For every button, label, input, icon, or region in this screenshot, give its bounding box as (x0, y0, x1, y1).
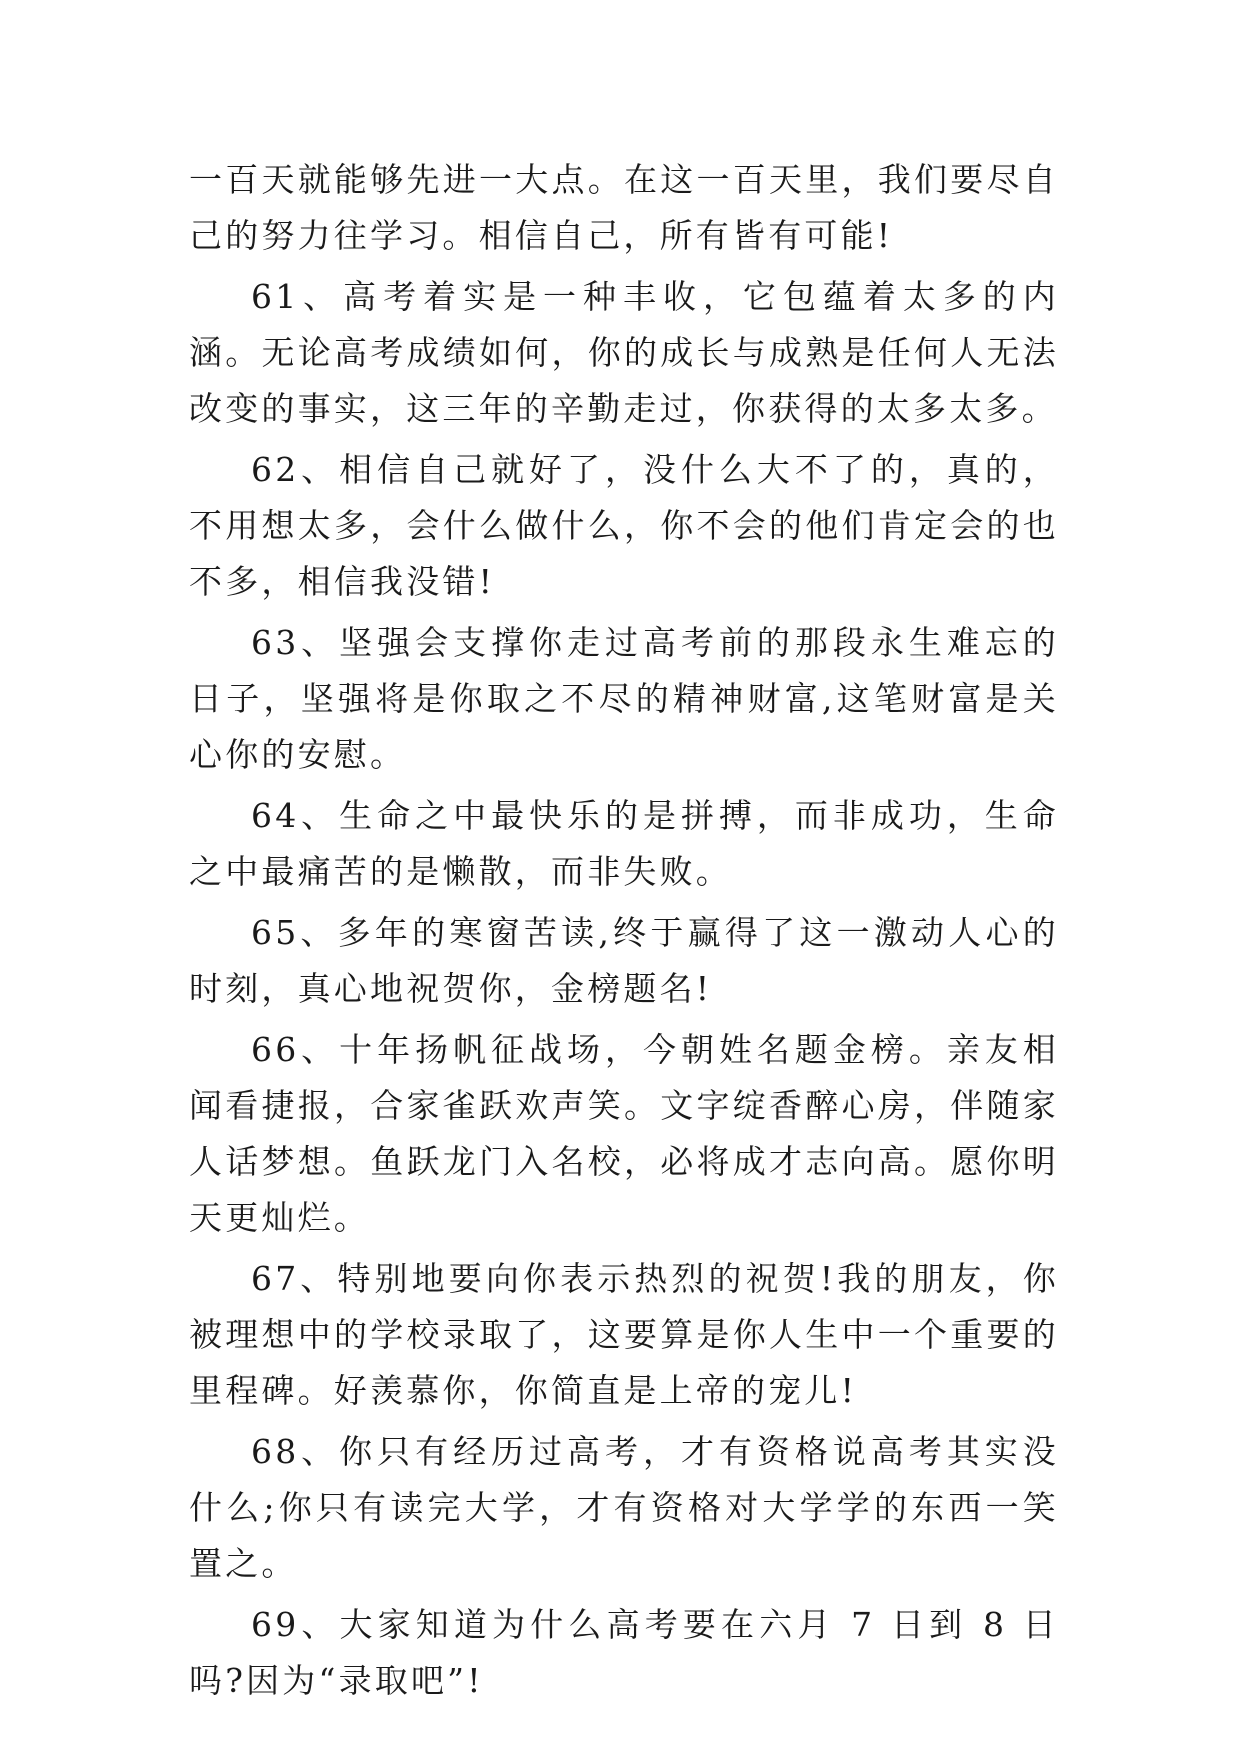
paragraph-66: 66、十年扬帆征战场，今朝姓名题金榜。亲友相闻看捷报，合家雀跃欢声笑。文字绽香醉心房，伴随家人话梦想。鱼跃龙门入名校，必将成才志向高。愿你明天更灿烂。 (189, 1030, 1059, 1237)
paragraph-64: 64、生命之中最快乐的是拼搏，而非成功，生命之中最痛苦的是懒散，而非失败。 (189, 796, 1059, 891)
paragraph-69: 69、大家知道为什么高考要在六月 7 日到 8 日吗?因为“录取吧”! (189, 1605, 1059, 1700)
paragraph-65: 65、多年的寒窗苦读,终于赢得了这一激动人心的时刻，真心地祝贺你，金榜题名! (189, 913, 1059, 1008)
paragraph-67: 67、特别地要向你表示热烈的祝贺!我的朋友，你被理想中的学校录取了，这要算是你人生中一个重要的里程碑。好羡慕你，你简直是上帝的宠儿! (189, 1259, 1059, 1410)
document-body (189, 152, 1059, 1714)
paragraph-62: 62、相信自己就好了，没什么大不了的，真的，不用想太多，会什么做什么，你不会的他们肯定会的也不多，相信我没错! (189, 450, 1059, 601)
paragraph-63: 63、坚强会支撑你走过高考前的那段永生难忘的日子，坚强将是你取之不尽的精神财富,这笔财富是关心你的安慰。 (189, 623, 1059, 774)
paragraph-continuation: 一百天就能够先进一大点。在这一百天里，我们要尽自己的努力往学习。相信自己，所有皆有可能! (189, 160, 1059, 255)
paragraph-68: 68、你只有经历过高考，才有资格说高考其实没什么;你只有读完大学，才有资格对大学学的东西一笑置之。 (189, 1432, 1059, 1583)
paragraph-61: 61、高考着实是一种丰收，它包蕴着太多的内涵。无论高考成绩如何，你的成长与成熟是任何人无法改变的事实，这三年的辛勤走过，你获得的太多太多。 (189, 277, 1059, 428)
